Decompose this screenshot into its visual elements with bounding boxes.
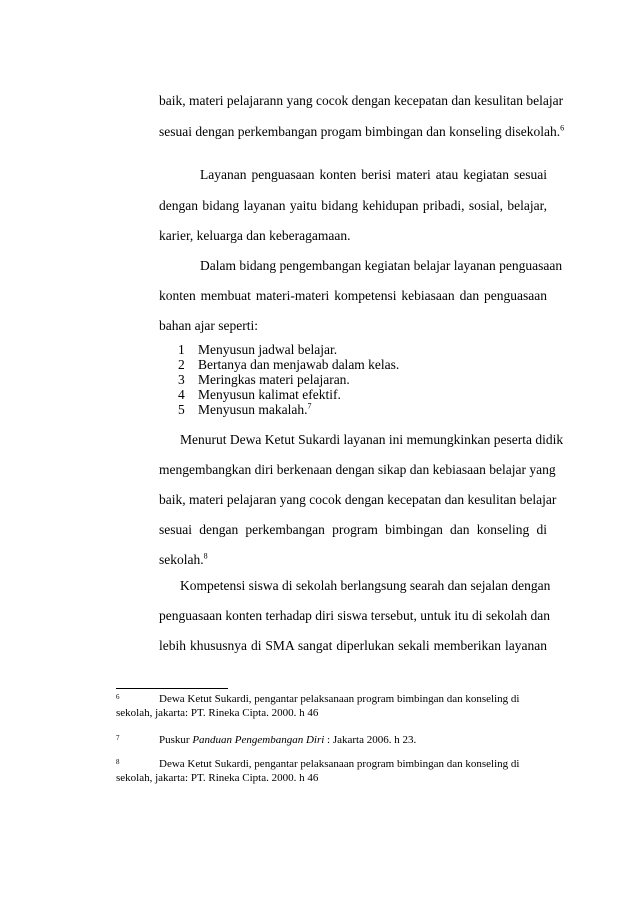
body-text: sesuai dengan perkembangan progam bimbingan dan konseling disekolah. <box>159 124 561 139</box>
footnote-text: sekolah, jakarta: PT. Rineka Cipta. 2000. h 46 <box>116 707 319 719</box>
body-line: baik, materi pelajaran yang cocok dengan kecepatan dan kesulitan belajar <box>159 492 557 507</box>
footnote-ref[interactable]: 8 <box>203 551 208 561</box>
list-number: 1 <box>178 342 185 357</box>
footnote-divider <box>116 688 228 689</box>
list-item <box>178 357 478 372</box>
footnote-ref[interactable]: 7 <box>307 401 312 411</box>
numbered-list <box>178 342 478 417</box>
body-line: Layanan penguasaan konten berisi materi atau kegiatan sesuai <box>200 167 547 182</box>
footnote-text <box>159 733 416 747</box>
body-line: bahan ajar seperti: <box>159 318 258 333</box>
list-text: Menyusun jadwal belajar. <box>198 342 338 357</box>
footnote-author: Puskur <box>159 734 193 746</box>
body-line: Dalam bidang pengembangan kegiatan belajar layanan penguasaan <box>200 258 563 273</box>
list-text: Meringkas materi pelajaran. <box>198 372 350 387</box>
footnote-number: 6 <box>116 693 120 701</box>
body-line <box>159 552 547 568</box>
body-line: karier, keluarga dan keberagamaan. <box>159 228 351 243</box>
list-text: Menyusun makalah. <box>198 402 308 417</box>
footnote-number: 8 <box>116 758 120 766</box>
body-line: sesuai dengan perkembangan program bimbingan dan konseling di <box>159 522 547 537</box>
list-text: Menyusun kalimat efektif. <box>198 387 341 402</box>
list-item <box>178 342 478 357</box>
body-line: konten membuat materi-materi kompetensi kebiasaan dan penguasaan <box>159 288 547 303</box>
body-line: dengan bidang layanan yaitu bidang kehidupan pribadi, sosial, belajar, <box>159 198 547 213</box>
body-line: mengembangkan diri berkenaan dengan sikap dan kebiasaan belajar yang <box>159 462 556 477</box>
footnote-publication: : Jakarta 2006. h 23. <box>324 734 417 746</box>
list-number: 5 <box>178 402 185 417</box>
list-item <box>178 372 478 387</box>
footnote-text: Dewa Ketut Sukardi, pengantar pelaksanaan program bimbingan dan konseling di <box>159 758 520 770</box>
list-number: 2 <box>178 357 185 372</box>
list-text: Bertanya dan menjawab dalam kelas. <box>198 357 400 372</box>
body-line: Menurut Dewa Ketut Sukardi layanan ini memungkinkan peserta didik <box>180 432 564 447</box>
body-text: sekolah. <box>159 552 204 567</box>
body-line <box>159 123 565 140</box>
list-item <box>178 387 478 402</box>
list-number: 3 <box>178 372 185 387</box>
body-line: Kompetensi siswa di sekolah berlangsung searah dan sejalan dengan <box>180 578 551 593</box>
body-line: baik, materi pelajarann yang cocok dengan kecepatan dan kesulitan belajar <box>159 93 564 108</box>
footnote-text: Dewa Ketut Sukardi, pengantar pelaksanaan program bimbingan dan konseling di <box>159 693 520 705</box>
footnote-number: 7 <box>116 734 120 742</box>
body-line: penguasaan konten terhadap diri siswa tersebut, untuk itu di sekolah dan <box>159 608 551 623</box>
footnote-book-title: Panduan Pengembangan Diri <box>192 734 325 746</box>
footnote-ref[interactable]: 6 <box>560 123 565 133</box>
list-item <box>178 402 478 417</box>
body-line: lebih khususnya di SMA sangat diperlukan sekali memberikan layanan <box>159 638 547 653</box>
list-number: 4 <box>178 387 185 402</box>
footnote-text: sekolah, jakarta: PT. Rineka Cipta. 2000. h 46 <box>116 772 319 784</box>
